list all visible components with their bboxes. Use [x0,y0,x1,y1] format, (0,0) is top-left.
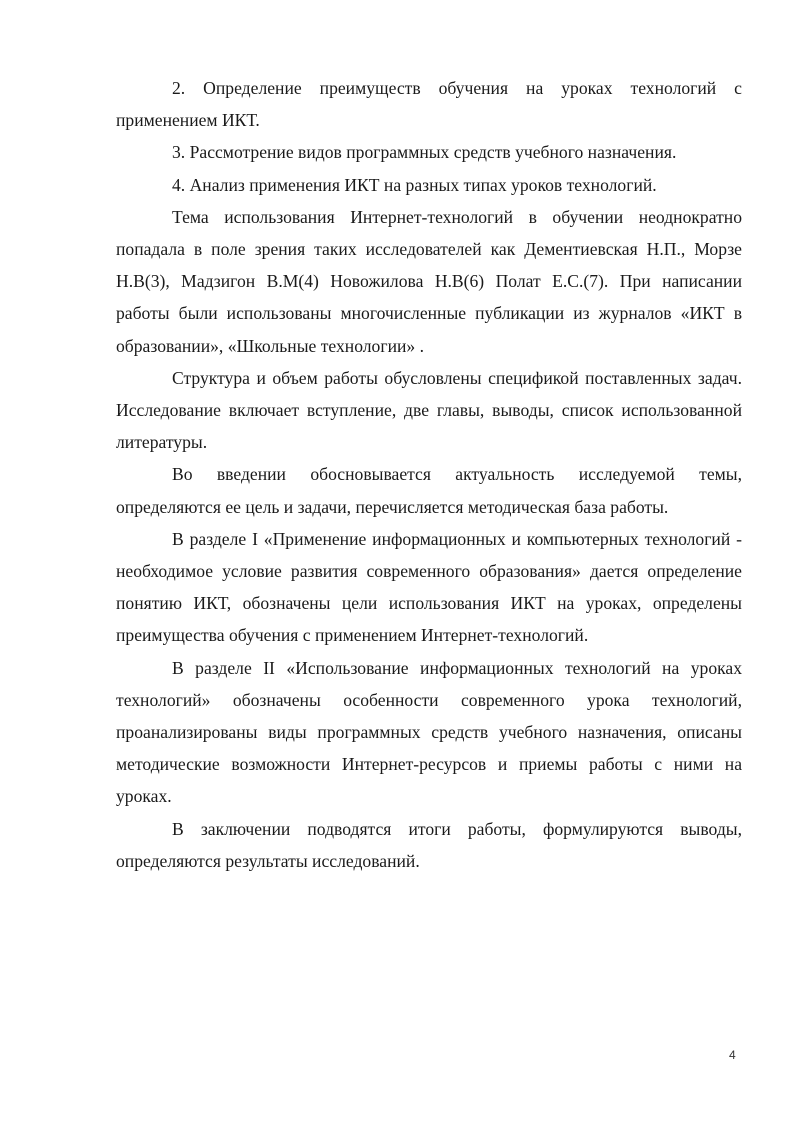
paragraph-section-1: В разделе I «Применение информационных и компьютерных технологий - необходимое условие развития современного образования» дается определение понятию ИКТ, обозначены цели использования ИКТ на уроках, определены преимущества обучения с применением Интернет-технологий. [116,528,742,646]
paragraph-introduction: Во введении обосновывается актуальность исследуемой темы, определяются ее цель и задачи, перечисляется методическая база работы. [116,464,742,517]
paragraph-structure: Структура и объем работы обусловлены спецификой поставленных задач. Исследование включает вступление, две главы, выводы, список использованной литературы. [116,367,742,453]
page-number: 4 [729,1048,736,1062]
paragraph-goal-4: 4. Анализ применения ИКТ на разных типах уроков технологий. [172,174,657,195]
body-text [116,72,742,877]
paragraph-goal-3: 3. Рассмотрение видов программных средств учебного назначения. [172,142,677,163]
paragraph-section-2: В разделе II «Использование информационных технологий на уроках технологий» обозначены особенности современного урока технологий, проанализированы виды программных средств учебного назначения, описаны методические возможности Интернет-ресурсов и приемы работы с ними на уроках. [116,657,742,807]
paragraph-conclusion: В заключении подводятся итоги работы, формулируются выводы, определяются результаты исследований. [116,818,742,871]
paragraph-goal-2: 2. Определение преимуществ обучения на уроках технологий с применением ИКТ. [116,78,742,131]
paragraph-literature-review: Тема использования Интернет-технологий в обучении неоднократно попадала в поле зрения таких исследователей как Дементиевская Н.П., Морзе Н.В(3), Мадзигон В.М(4) Новожилова Н.В(6) Полат Е.С.(7). При написании работы были использованы многочисленные публикации из журналов «ИКТ в образовании», «Школьные технологии» . [116,206,742,356]
